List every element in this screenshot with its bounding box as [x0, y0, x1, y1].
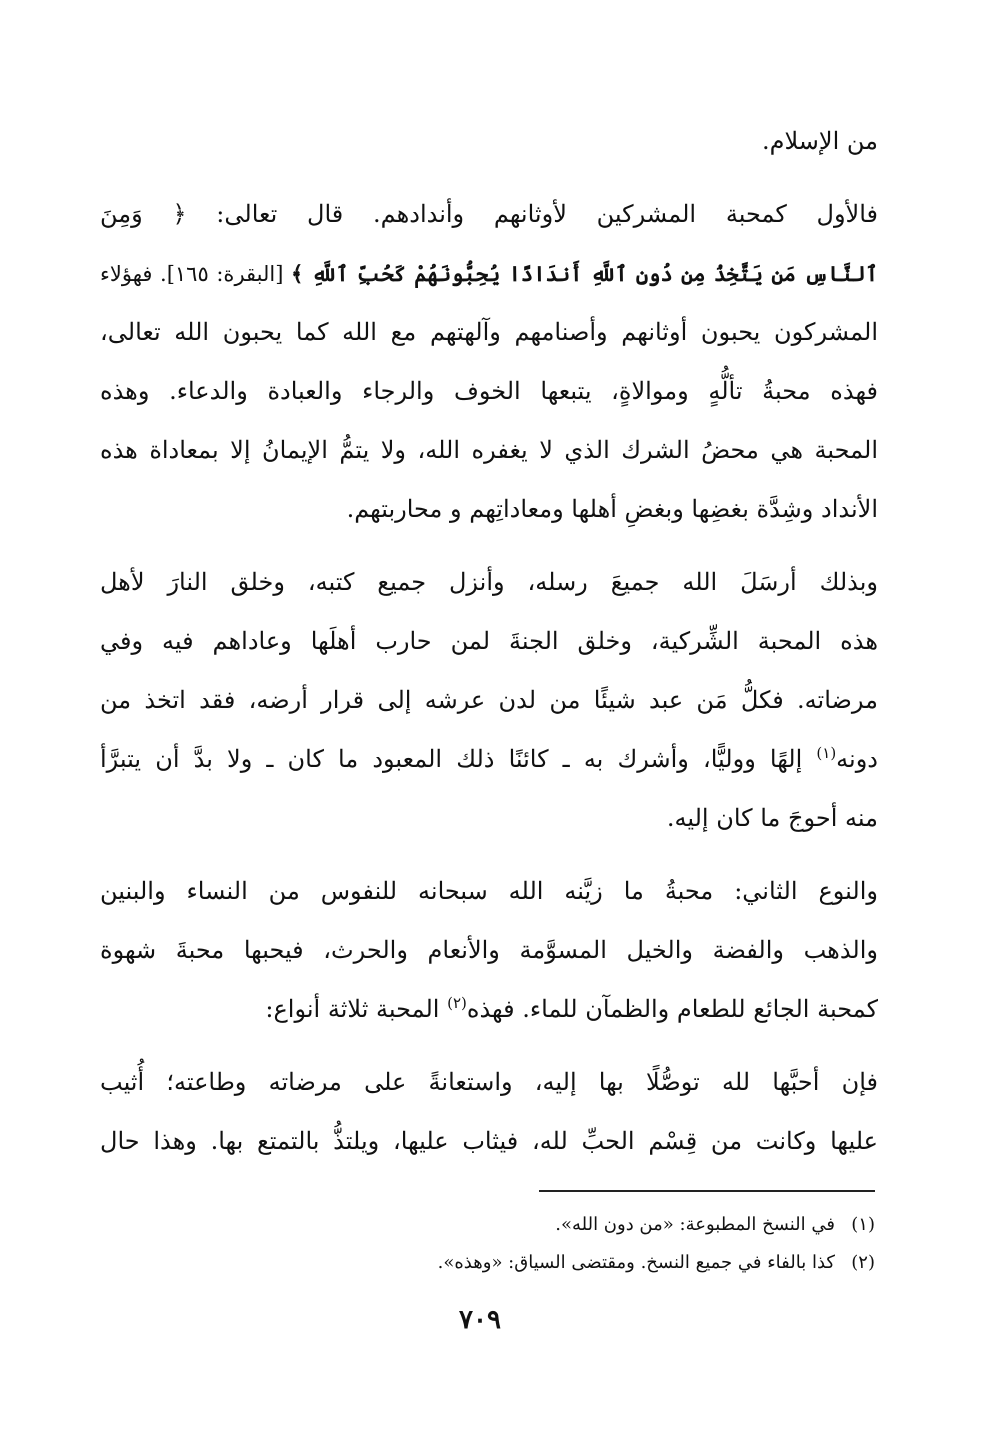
paragraph-idolatrous-love	[100, 185, 878, 539]
footnote-2	[235, 1244, 875, 1282]
paragraph-love-for-god	[100, 1053, 878, 1171]
paragraph2-line2: هذه المحبة الشِّركية، وخلق الجنةَ لمن حارب أهلَها وعاداهم فيه وفي	[100, 627, 878, 655]
footnote-number: (٢)	[851, 1252, 875, 1273]
main-text	[100, 112, 878, 1171]
paragraph3-line1: والنوع الثاني: محبةُ ما زيَّنه الله سبحانه للنفوس من النساء والبنين	[100, 877, 878, 905]
paragraph1-line3: المشركون يحبون أوثانهم وأصنامهم وآلهتهم مع الله كما يحبون الله تعالى،	[100, 318, 878, 346]
paragraph1-line4: فهذه محبةُ تألُّهٍ وموالاةٍ، يتبعها الخوف والرجاء والعبادة والدعاء. وهذه	[100, 377, 878, 405]
footnote-number: (١)	[851, 1214, 875, 1235]
opening-line: من الإسلام.	[761, 127, 878, 155]
paragraph3-line2: والذهب والفضة والخيل المسوَّمة والأنعام والحرث، فيحبها محبةَ شهوة	[100, 936, 878, 964]
paragraph4-line1: فإن أحبَّها لله توصُّلًا بها إليه، واستعانةً على مرضاته وطاعته؛ أُثيب	[100, 1068, 878, 1096]
paragraph2-line1: وبذلك أرسَلَ الله جميعَ رسله، وأنزل جميع كتبه، وخلق النارَ لأهل	[100, 568, 878, 596]
paragraph2-line3: مرضاته. فكلُّ مَن عبد شيئًا من لدن عرشه إلى قرار أرضه، فقد اتخذ من	[100, 686, 878, 714]
paragraph-second-type	[100, 862, 878, 1039]
paragraph-messengers	[100, 553, 878, 848]
paragraph1-line6: الأنداد وشِدَّة بغضِها وبغضِ أهلها ومعاداتِهم و محاربتهم.	[346, 495, 878, 523]
line-text-after-marker: المحبة ثلاثة أنواع:	[265, 995, 448, 1023]
paragraph2-line5: منه أحوجَ ما كان إليه.	[666, 804, 878, 832]
page-number: ٧٠٩	[459, 1305, 501, 1335]
paragraph1-line1: فالأول كمحبة المشركين لأوثانهم وأندادهم. قال تعالى: ﴿ وَمِنَ	[100, 200, 878, 228]
line-text-before-marker: كمحبة الجائع للطعام والظمآن للماء. فهذه	[466, 995, 878, 1023]
quran-verse: ٱلنَّاسِ مَن يَتَّخِذُ مِن دُونِ ٱللَّهِ أَندَادًا يُحِبُّونَهُمْ كَحُبِّ ٱللَّهِ ﴾	[291, 261, 878, 286]
line-text-after-marker: إلهًا ووليًّا، وأشرك به ـ كائنًا ذلك المعبود ما كان ـ ولا بدَّ أن يتبرَّأ	[100, 745, 817, 773]
paragraph4-line2: عليها وكانت من قِسْم الحبِّ لله، فيثاب عليها، ويلتذُّ بالتمتع بها. وهذا حال	[100, 1127, 878, 1155]
line-text-before-marker: دونه	[836, 745, 878, 773]
paragraph2-line4	[100, 730, 878, 789]
paragraph1-line5: المحبة هي محضُ الشرك الذي لا يغفره الله، ولا يتمُّ الإيمانُ إلا بمعاداة هذه	[100, 436, 878, 464]
footnote-text: في النسخ المطبوعة: «من دون الله».	[555, 1214, 835, 1235]
footnote-text: كذا بالفاء في جميع النسخ. ومقتضى السياق: «وهذه».	[437, 1252, 835, 1273]
paragraph-gap	[100, 171, 878, 185]
paragraph1-line2	[100, 244, 878, 303]
verse-reference: [البقرة: ١٦٥]. فهؤلاء	[100, 262, 284, 286]
paragraph-gap	[100, 1039, 878, 1053]
footnote-marker-1[interactable]: (١)	[816, 744, 837, 762]
footnote-marker-2[interactable]: (٢)	[447, 994, 467, 1012]
paragraph-gap	[100, 848, 878, 862]
footnotes	[235, 1206, 875, 1282]
paragraph-gap	[100, 539, 878, 553]
paragraph3-line3	[100, 980, 878, 1039]
footnote-divider	[539, 1190, 875, 1192]
footnote-1	[235, 1206, 875, 1244]
